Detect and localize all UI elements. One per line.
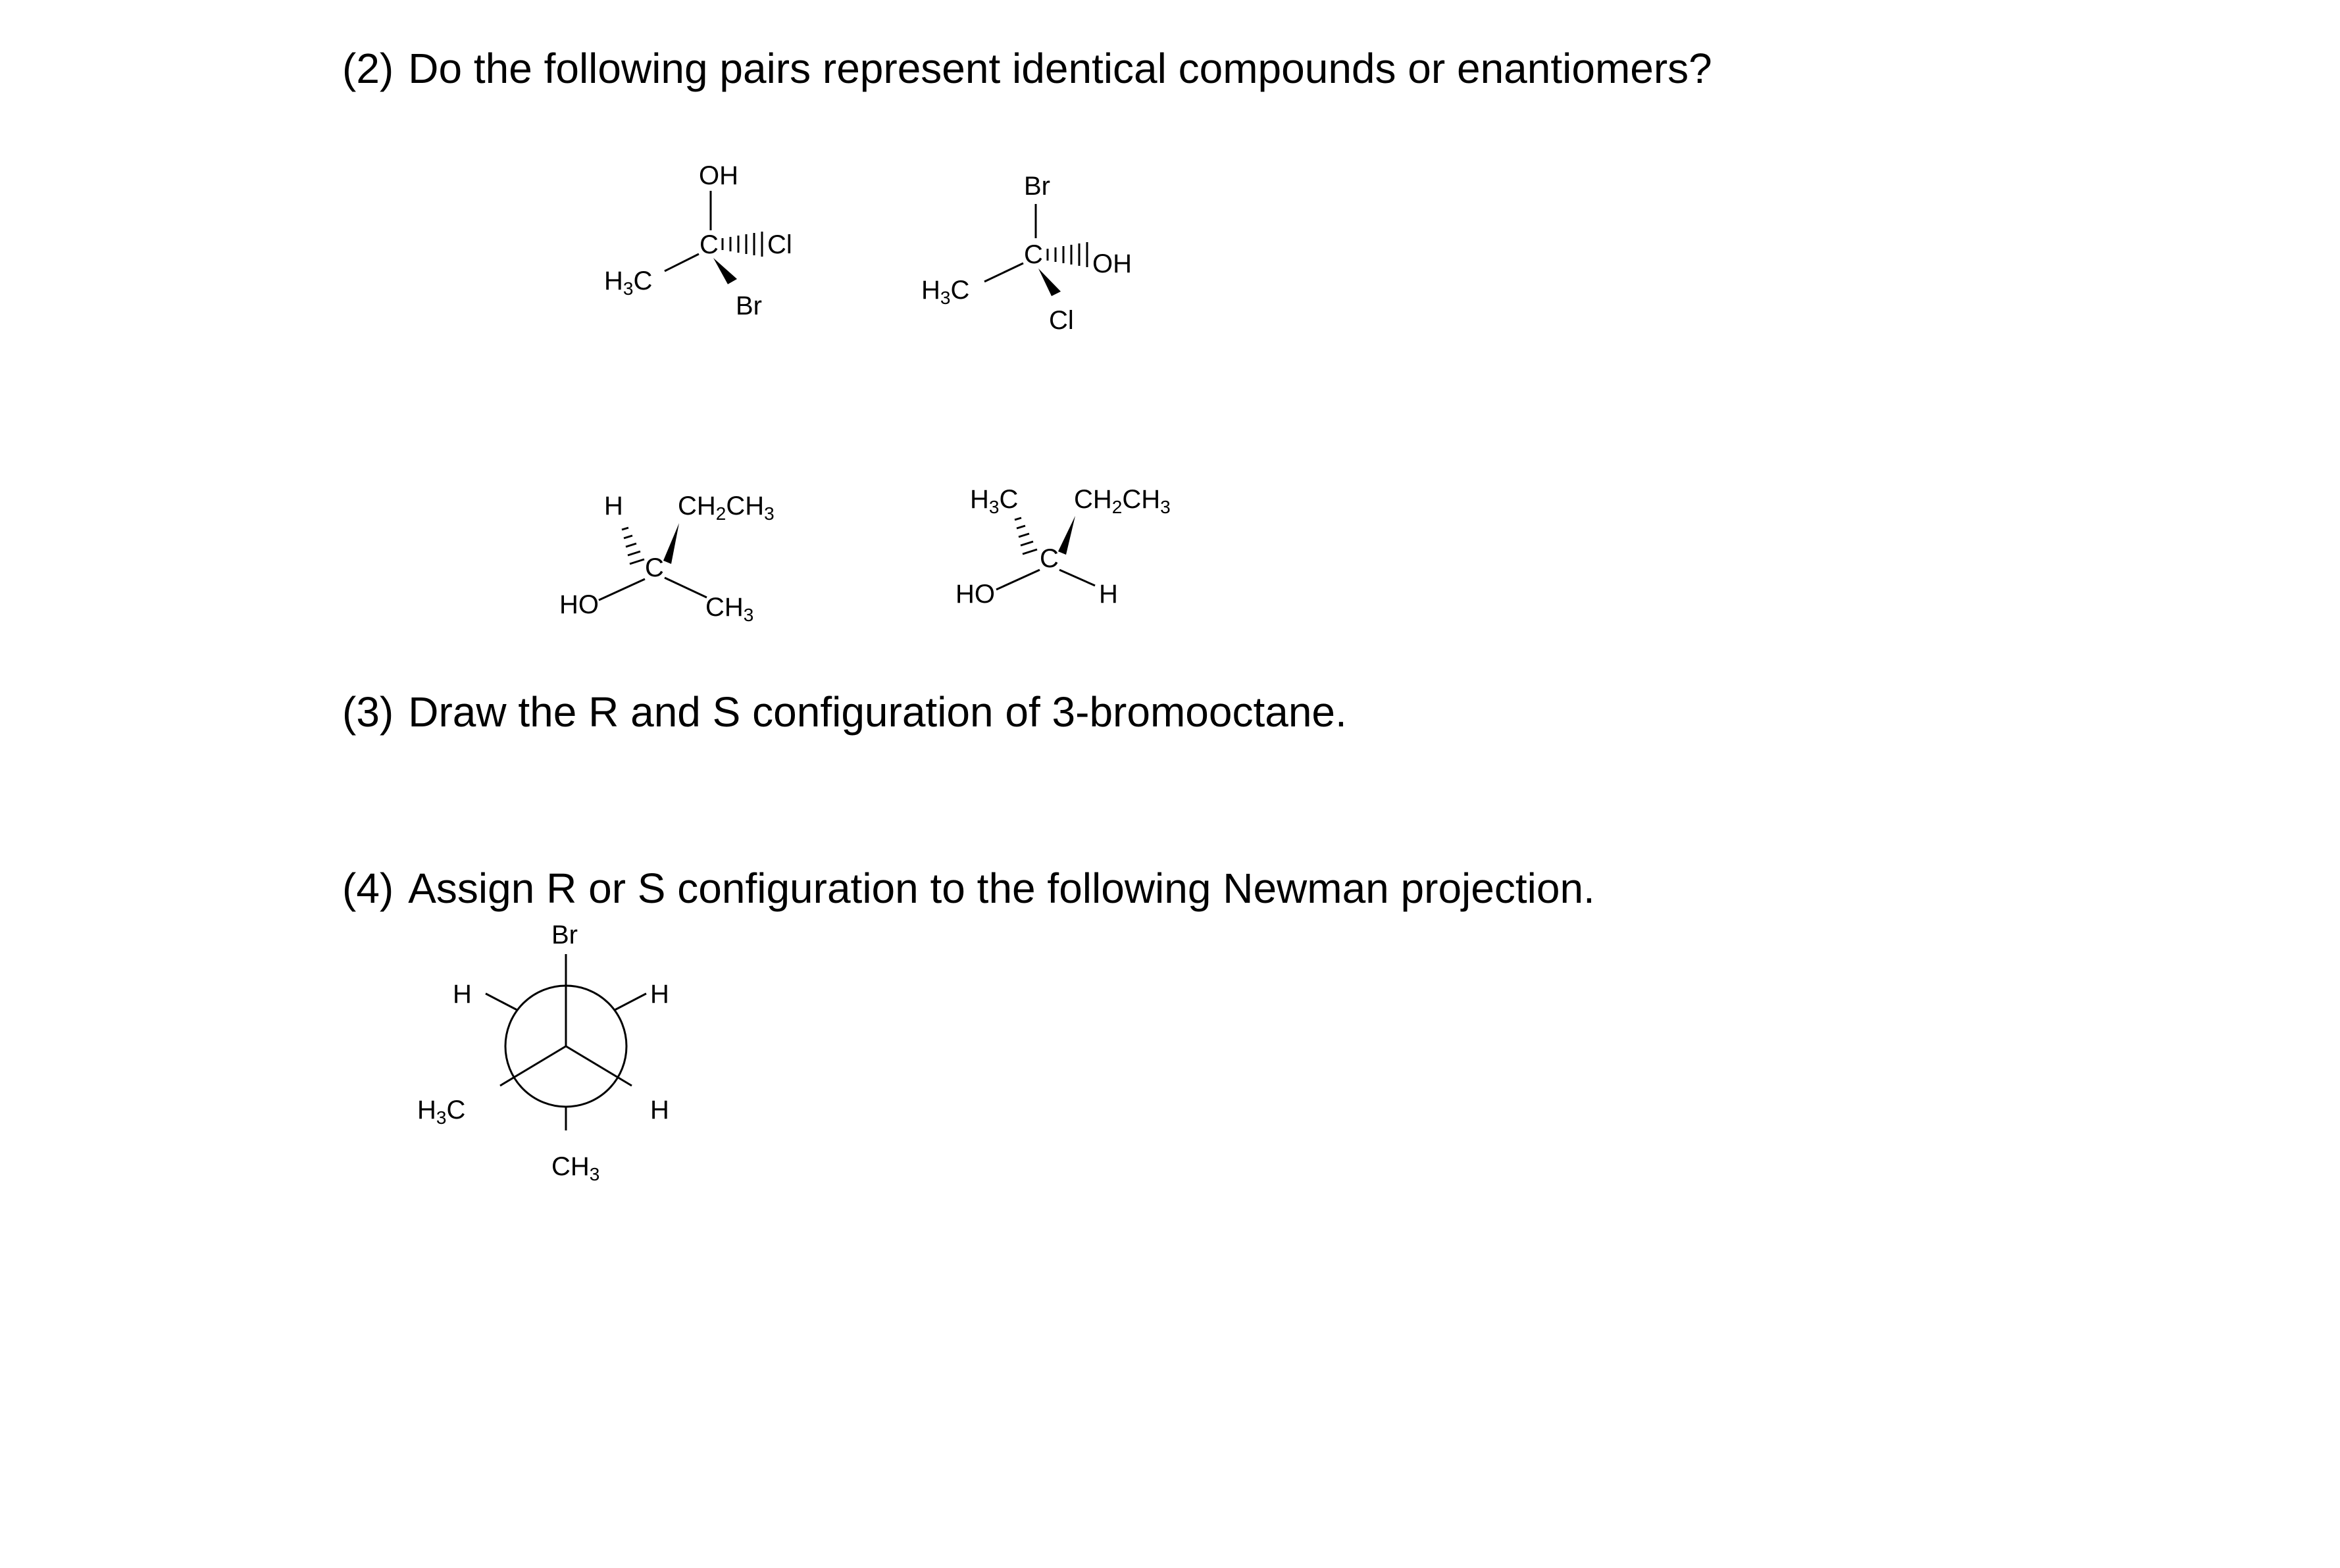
back-methyl-bottom: $CH_3$ [551,1152,600,1184]
atom-br-top: Br [1024,172,1050,201]
question-4-text: Assign R or S configuration to the following Newman projection. [408,865,1595,912]
atom-h: H [604,492,623,520]
atom-ethyl: $CH_2CH_3$ [678,492,775,524]
bond-to-methyl [665,254,699,271]
question-3-number: (3) [342,688,394,736]
atom-cl: Cl [1049,306,1074,335]
atom-oh: OH [1092,249,1132,278]
atom-center-carbon: C [1040,544,1059,573]
wedge-bond-cl [1038,268,1061,296]
atom-methyl: $H_3C$ [604,266,653,299]
atom-ho: HO [559,590,599,619]
front-h-right: H [650,1096,669,1125]
hash-bond-cl [723,232,762,257]
back-h-right: H [650,980,669,1009]
back-bond-h-left [486,994,517,1010]
bond-to-oh [996,570,1040,590]
atom-br: Br [736,291,762,320]
atom-center-carbon: C [645,553,664,582]
question-2-text: Do the following pairs represent identical compounds or enantiomers? [408,45,1712,92]
atom-oh-top: OH [699,161,738,190]
atom-h: H [1099,580,1118,609]
hash-bond-methyl [1015,518,1037,554]
front-bond-h-right [566,1046,632,1086]
wedge-bond-ethyl [1058,516,1075,555]
front-bond-ch3-left [500,1046,566,1086]
back-h-left: H [453,980,472,1009]
bond-to-methyl [665,578,707,597]
back-bond-h-right [615,994,646,1010]
question-3-text: Draw the R and S configuration of 3-bromooctane. [408,688,1347,736]
atom-center-carbon: C [1024,240,1043,269]
atom-methyl: $H_3C$ [921,276,970,308]
atom-center-carbon: C [699,230,719,259]
atom-cl: Cl [767,230,792,259]
wedge-bond-ethyl [663,523,679,564]
bond-to-h [1059,570,1095,586]
hash-bond-h [622,528,644,564]
bond-to-oh [599,579,645,600]
front-methyl-left: $H_3C$ [417,1096,466,1128]
atom-methyl: $CH_3$ [705,593,754,625]
atom-methyl: $H_3C$ [970,485,1019,517]
molecule-pair1-left [604,161,792,320]
question-4-number: (4) [342,865,394,912]
molecule-pair2-right [955,485,1171,609]
newman-projection [417,921,669,1184]
bond-to-methyl [984,263,1023,282]
molecule-pair2-left [559,492,775,625]
hash-bond-oh [1048,242,1087,267]
question-2-number: (2) [342,45,394,92]
front-br: Br [551,921,578,949]
atom-ho: HO [955,580,995,609]
atom-ethyl: $CH_2CH_3$ [1074,485,1171,517]
molecule-pair1-right [921,172,1132,335]
wedge-bond-br [713,258,737,284]
